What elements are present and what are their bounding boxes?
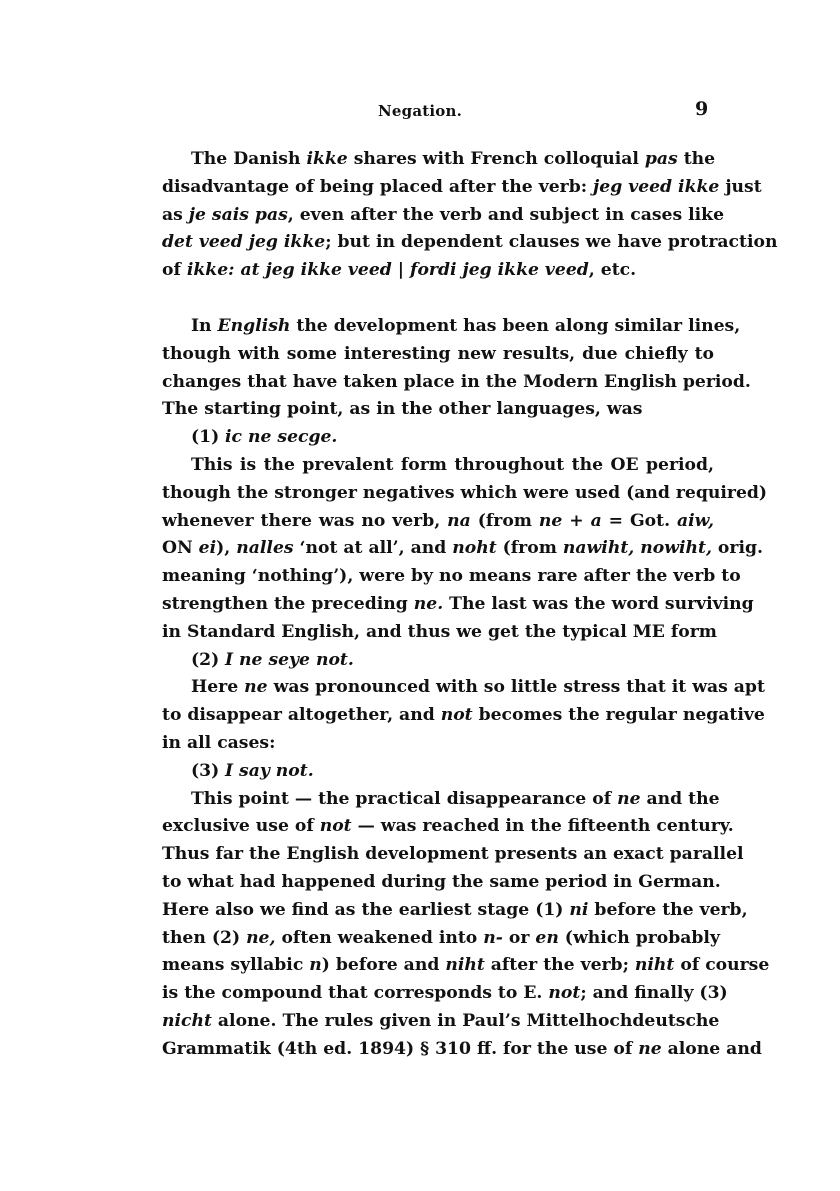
text-line <box>162 674 765 702</box>
example-1-text: ic ne secge. <box>225 427 338 448</box>
italic-segment: jeg veed ikke <box>593 176 720 197</box>
text-segment: shares with French colloquial <box>347 149 645 169</box>
example-1 <box>162 424 714 452</box>
italic-segment: je sais pas <box>188 204 288 225</box>
text-segment: just <box>719 176 762 197</box>
italic-segment: en <box>535 927 559 948</box>
text-line <box>162 786 720 814</box>
text-segment: of <box>162 260 187 281</box>
text-segment: of course <box>674 955 770 976</box>
text-line <box>162 813 734 841</box>
text-segment: — was reached in the fifteenth century. <box>351 816 734 837</box>
italic-segment: nawiht, nowiht, <box>562 538 712 559</box>
italic-segment: not <box>319 816 352 837</box>
italic-segment: det veed jeg ikke <box>162 232 326 253</box>
text-line <box>162 369 751 397</box>
text-line <box>162 619 717 647</box>
paragraph-middle-english <box>162 674 765 757</box>
text-line <box>162 897 748 925</box>
text-segment: = Got. <box>601 510 677 531</box>
italic-segment: ikke <box>306 149 348 169</box>
text-segment: though with some interesting new results, due chiefly to <box>162 343 714 364</box>
text-segment: in all cases: <box>162 732 276 753</box>
text-line <box>162 341 714 369</box>
text-line <box>162 952 770 980</box>
text-segment: changes that have taken place in the Modern English period. <box>162 371 751 392</box>
text-line <box>162 702 765 730</box>
italic-segment: ni <box>569 899 589 920</box>
italic-segment: niht <box>445 955 485 976</box>
text-line <box>162 313 741 341</box>
example-2-number: (2) <box>191 649 220 670</box>
text-line <box>162 980 728 1008</box>
example-1-number: (1) <box>191 427 220 448</box>
text-segment: often weakened into <box>275 927 484 948</box>
text-segment: or <box>502 927 536 948</box>
text-segment: the development has been along similar lines, <box>290 316 741 336</box>
text-line <box>162 1036 762 1064</box>
italic-segment: nalles <box>236 538 294 559</box>
example-2 <box>162 647 714 675</box>
italic-segment: n <box>309 955 322 976</box>
text-segment: to what had happened during the same period in German. <box>162 871 721 892</box>
italic-segment: ne <box>638 1038 662 1059</box>
text-segment: as <box>162 204 189 225</box>
text-line <box>162 174 762 202</box>
italic-segment: ei <box>198 538 217 559</box>
text-block-english <box>162 313 770 1064</box>
paragraph-danish <box>162 146 778 285</box>
text-line <box>162 1008 720 1036</box>
text-segment: ; but in dependent clauses we have protraction <box>325 232 778 253</box>
text-segment: in Standard English, and thus we get the typical ME form <box>162 621 717 642</box>
text-segment: ; and finally (3) <box>580 983 728 1004</box>
text-segment: , even after the verb and subject in cases like <box>287 204 725 225</box>
text-line <box>162 508 714 536</box>
text-segment: to disappear altogether, and <box>162 705 441 726</box>
text-segment: then (2) <box>162 927 247 948</box>
text-segment: the <box>677 149 716 169</box>
italic-segment: ne, <box>246 927 276 948</box>
text-line <box>162 229 778 257</box>
text-segment: is the compound that corresponds to E. <box>162 983 549 1004</box>
text-segment: ON <box>162 538 199 559</box>
paragraph-old-english <box>162 452 768 647</box>
text-segment: before the verb, <box>588 899 748 920</box>
italic-segment: na <box>447 510 471 531</box>
text-segment: whenever there was no verb, <box>162 510 448 531</box>
text-segment: though the stronger negatives which were used (and required) <box>162 482 768 503</box>
text-line <box>162 730 714 758</box>
italic-segment: not <box>440 705 473 726</box>
italic-segment: aiw, <box>676 510 715 531</box>
italic-segment: pas <box>644 149 678 169</box>
text-line <box>162 591 754 619</box>
text-line <box>162 925 720 953</box>
text-segment: alone. The rules given in Paul’s Mittelhochdeutsche <box>211 1010 720 1031</box>
text-line <box>162 452 714 480</box>
text-segment: alone and <box>661 1038 762 1059</box>
text-line <box>162 535 763 563</box>
text-segment: (which probably <box>558 927 720 948</box>
text-segment: exclusive use of <box>162 816 320 837</box>
text-line <box>162 257 714 285</box>
example-3 <box>162 758 714 786</box>
text-segment: ), <box>216 538 237 559</box>
text-segment: and the <box>640 788 720 809</box>
text-segment: This point — the practical disappearance of <box>191 788 618 809</box>
text-segment: means syllabic <box>162 955 310 976</box>
example-3-text: I say not. <box>225 760 314 781</box>
text-segment: becomes the regular negative <box>472 705 765 726</box>
text-segment: The starting point, as in the other languages, was <box>162 399 643 420</box>
text-line <box>162 563 741 591</box>
italic-segment: fordi jeg ikke veed <box>410 260 589 281</box>
text-segment: | <box>391 260 411 281</box>
text-segment: orig. <box>711 538 763 559</box>
text-segment: disadvantage of being placed after the verb: <box>162 176 594 197</box>
text-segment: , etc. <box>588 260 637 281</box>
text-block-danish <box>162 146 778 285</box>
text-segment: (from <box>470 510 539 531</box>
italic-segment: ne <box>617 788 641 809</box>
text-line <box>162 202 725 230</box>
text-segment: ‘not at all’, and <box>293 538 453 559</box>
text-segment: meaning ‘nothing’), were by no means rare after the verb to <box>162 566 741 587</box>
text-segment: Here <box>191 677 245 698</box>
text-segment: after the verb; <box>484 955 635 976</box>
text-segment: The Danish <box>191 149 307 169</box>
italic-segment: ne <box>244 677 268 698</box>
italic-segment: not <box>548 983 581 1004</box>
text-segment: In <box>191 316 218 336</box>
example-3-number: (3) <box>191 760 220 781</box>
italic-segment: nicht <box>162 1010 212 1031</box>
italic-segment: ne. <box>413 593 444 614</box>
text-segment: strengthen the preceding <box>162 593 414 614</box>
text-segment: This is the prevalent form throughout the OE period, <box>191 454 714 475</box>
text-segment: Grammatik (4th ed. 1894) § 310 ff. for the use of <box>162 1038 639 1059</box>
running-title: Negation. <box>377 102 463 120</box>
paragraph-german-parallel <box>162 786 770 1064</box>
italic-segment: ikke: at jeg ikke veed <box>186 260 392 281</box>
text-line <box>162 396 714 424</box>
italic-segment: noht <box>452 538 497 559</box>
italic-segment: English <box>217 316 291 336</box>
text-segment: ) before and <box>321 955 446 976</box>
text-segment: (from <box>496 538 563 559</box>
text-segment: Here also we find as the earliest stage (1) <box>162 899 570 920</box>
italic-segment: ne + a <box>538 510 602 531</box>
page-number: 9 <box>695 98 709 120</box>
italic-segment: n- <box>483 927 503 948</box>
text-line <box>162 841 744 869</box>
paragraph-english <box>162 313 751 424</box>
example-2-text: I ne seye not. <box>225 649 354 670</box>
text-segment: The last was the word surviving <box>443 593 754 614</box>
text-line <box>162 146 714 174</box>
text-line <box>162 869 721 897</box>
text-segment: Thus far the English development presents an exact parallel <box>162 844 744 865</box>
text-segment: was pronounced with so little stress that it was apt <box>267 677 765 698</box>
text-line <box>162 480 768 508</box>
italic-segment: niht <box>634 955 675 976</box>
